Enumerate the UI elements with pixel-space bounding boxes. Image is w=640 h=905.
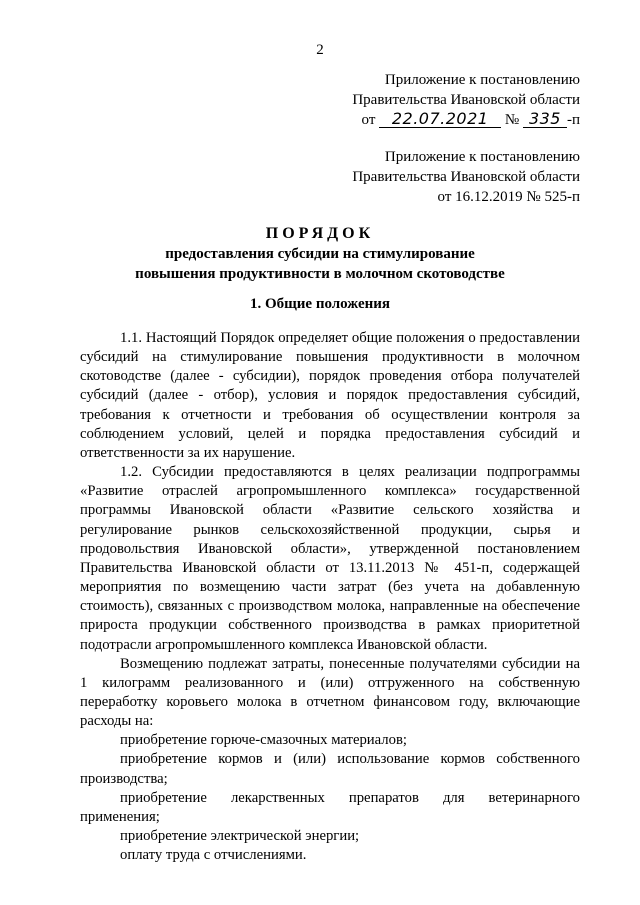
subtitle-line1: предоставления субсидии на стимулирование	[165, 246, 475, 262]
appendix-new-line2: Правительства Ивановской области	[352, 92, 580, 108]
page-number: 2	[316, 42, 324, 58]
document-body	[80, 329, 580, 865]
list-item: приобретение кормов и (или) использование кормов собственного производства;	[80, 751, 580, 787]
document-title: ПОРЯДОК	[265, 225, 375, 242]
appendix-old-line3: от 16.12.2019 № 525-п	[437, 189, 580, 205]
handwritten-number: 335	[523, 110, 567, 128]
section-heading: 1. Общие положения	[249, 296, 391, 312]
appendix-new-line1: Приложение к постановлению	[384, 72, 580, 88]
from-label: от	[361, 112, 376, 128]
list-item: приобретение электрической энергии;	[120, 828, 360, 845]
document-subtitle	[0, 244, 640, 284]
paragraph-reimbursement: Возмещению подлежат затраты, понесенные получателями субсидии на 1 килограмм реализованного и (или) отгруженного на собственную переработку коровьего молока в отчетном финансовом году, включающие расходы на:	[80, 655, 580, 730]
subtitle-line2: повышения продуктивности в молочном скотоводстве	[135, 266, 505, 282]
number-suffix: -п	[566, 112, 580, 128]
appendix-new-line3	[260, 110, 580, 130]
paragraph-1-2: 1.2. Субсидии предоставляются в целях реализации подпрограммы «Развитие отраслей агропромышленного комплекса» государственной программы Ивановской области «Развитие сельского хозяйства и регулирование рынков сельскохозяйственной продукции, сырья и продовольствия Ивановской области», утвержденной постановлением Правительства Ивановской области от 13.11.2013 № 451-п, содержащей мероприятия по возмещению части затрат (без учета на добавленную стоимость), связанных с производством молока, направленные на обеспечение прироста продукции собственного производства в рамках приоритетной подотрасли агропромышленного комплекса Ивановской области.	[80, 464, 580, 653]
appendix-old-line2: Правительства Ивановской области	[352, 169, 580, 185]
appendix-old-line1: Приложение к постановлению	[384, 149, 580, 165]
list-item: приобретение лекарственных препаратов для ветеринарного применения;	[80, 789, 580, 825]
list-item: приобретение горюче-смазочных материалов;	[120, 732, 407, 749]
paragraph-1-1: 1.1. Настоящий Порядок определяет общие положения о предоставлении субсидий на стимулирование повышения продуктивности в молочном скотоводстве (далее - субсидии), порядок проведения отбора получателей субсидий (далее - отбор), условия и порядок предоставления субсидий, требования к отчетности и требования об осуществлении контроля за соблюдением условий, целей и порядка предоставления субсидий и ответственности за их нарушение.	[80, 330, 580, 461]
handwritten-date: 22.07.2021	[379, 110, 501, 128]
list-item: оплату труда с отчислениями.	[120, 847, 307, 864]
appendix-header-new	[260, 70, 580, 130]
number-label: №	[504, 112, 520, 128]
appendix-header-old	[260, 147, 580, 207]
